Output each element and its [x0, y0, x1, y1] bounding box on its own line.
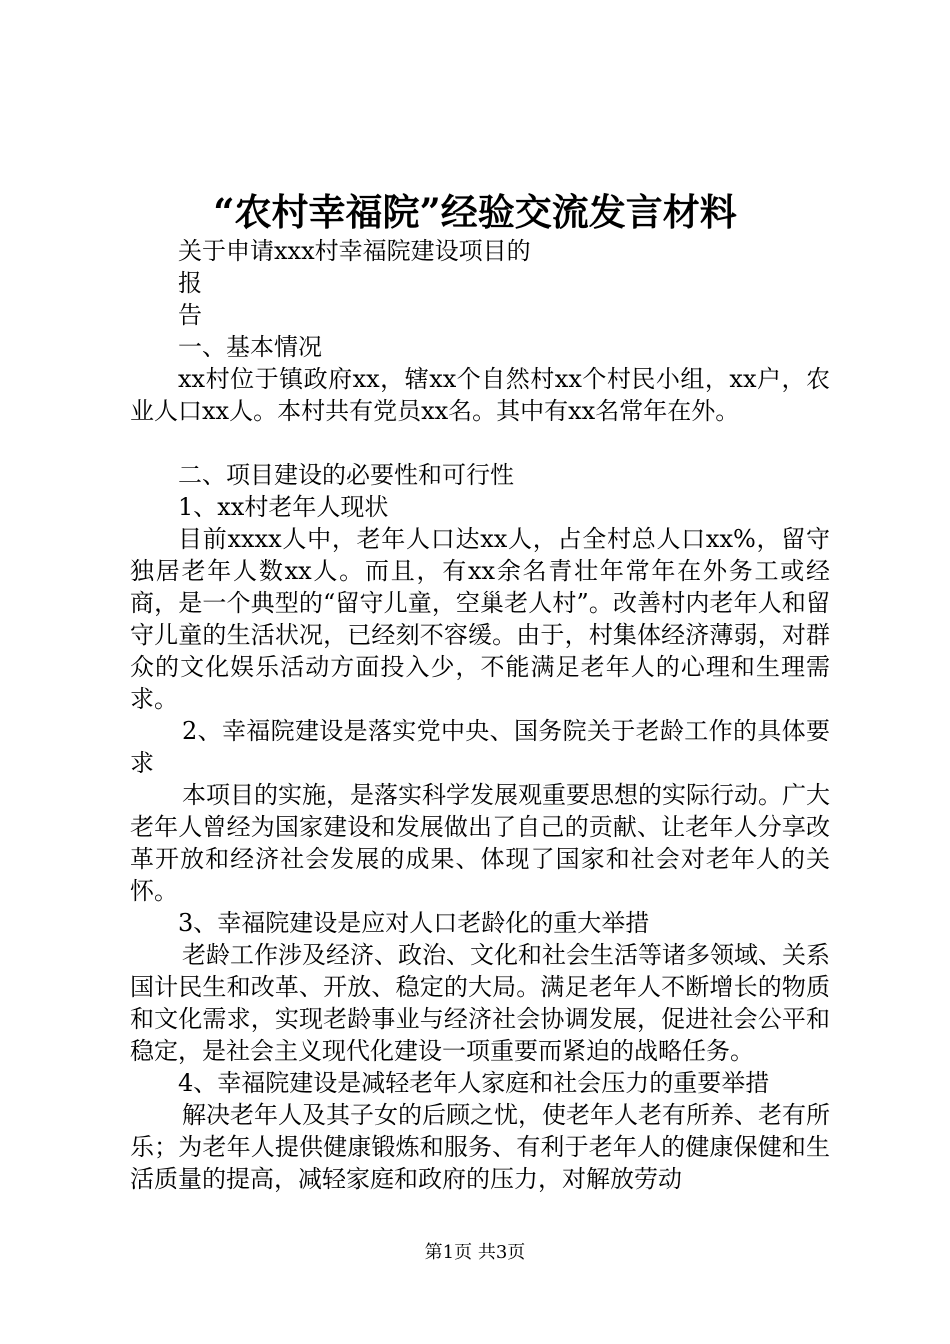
section-heading: 二、项目建设的必要性和可行性: [178, 461, 514, 489]
document-title: “农村幸福院”经验交流发言材料: [213, 190, 737, 234]
paragraph: 老龄工作涉及经济、政治、文化和社会生活等诸多领域、关系国计民生和改革、开放、稳定的大局。满足老年人不断增长的物质和文化需求，实现老龄事业与经济社会协调发展，促进社会公平和稳定，是社会主义现代化建设一项重要而紧迫的战略任务。: [130, 941, 830, 1065]
paragraph: xx村位于镇政府xx，辖xx个自然村xx个村民小组，xx户，农业人口xx人。本村共有党员xx名。其中有xx名常年在外。: [130, 365, 830, 425]
paragraph: 告: [178, 301, 202, 329]
section-heading: 一、基本情况: [178, 333, 322, 361]
subsection-heading: 1、xx村老年人现状: [178, 493, 389, 521]
paragraph: 报: [178, 269, 202, 297]
subsection-heading: 2、幸福院建设是落实党中央、国务院关于老龄工作的具体要求: [130, 717, 830, 777]
paragraph: 解决老年人及其子女的后顾之忧，使老年人老有所养、老有所乐；为老年人提供健康锻炼和服务、有利于老年人的健康保健和生活质量的提高，减轻家庭和政府的压力，对解放劳动: [130, 1101, 830, 1193]
subsection-heading: 3、幸福院建设是应对人口老龄化的重大举措: [178, 909, 650, 937]
paragraph: 本项目的实施，是落实科学发展观重要思想的实际行动。广大老年人曾经为国家建设和发展做出了自己的贡献、让老年人分享改革开放和经济社会发展的成果、体现了国家和社会对老年人的关怀。: [130, 781, 830, 905]
document-body: [130, 235, 830, 1195]
blank-line: [130, 427, 830, 459]
page-number-footer: 第1页 共3页: [424, 1242, 526, 1263]
paragraph: 目前xxxx人中，老年人口达xx人，占全村总人口xx%，留守独居老年人数xx人。而且，有xx余名青壮年常年在外务工或经商，是一个典型的“留守儿童，空巢老人村”。改善村内老年人和留守儿童的生活状况，已经刻不容缓。由于，村集体经济薄弱，对群众的文化娱乐活动方面投入少，不能满足老年人的心理和生理需求。: [130, 525, 830, 713]
paragraph: 关于申请xxx村幸福院建设项目的: [178, 237, 531, 265]
subsection-heading: 4、幸福院建设是减轻老年人家庭和社会压力的重要举措: [178, 1069, 770, 1097]
